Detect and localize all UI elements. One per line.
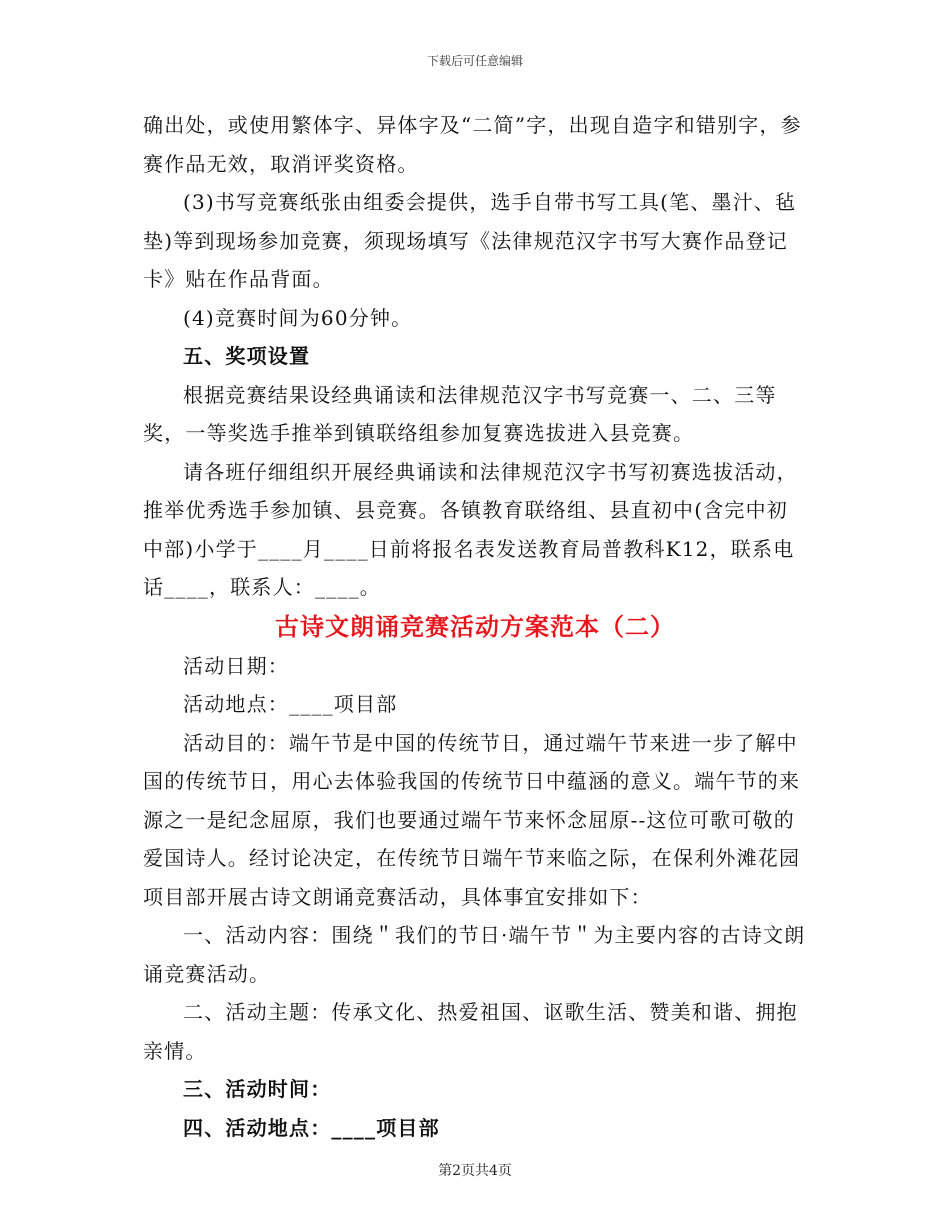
document-body <box>143 106 807 1147</box>
page-header: 下载后可任意编辑 <box>426 54 523 68</box>
document-title: 古诗文朗诵竞赛活动方案范本（二） <box>275 611 675 641</box>
paragraph-3: (4)竞赛时间为60分钟。 <box>183 305 413 330</box>
paragraph-location: 活动地点：____项目部 <box>183 692 398 716</box>
paragraph-content: 一、活动内容：围绕＂我们的节日·端午节＂为主要内容的古诗文朗诵竞赛活动。 <box>143 923 806 986</box>
paragraph-theme: 二、活动主题：传承文化、热爱祖国、讴歌生活、赞美和谐、拥抱亲情。 <box>143 1000 798 1063</box>
section-heading-time: 三、活动时间： <box>183 1077 332 1101</box>
paragraph-date: 活动日期： <box>183 653 289 678</box>
paragraph-1: 确出处，或使用繁体字、异体字及“二简”字，出现自造字和错别字，参赛作品无效，取消评奖资格。 <box>143 113 802 176</box>
paragraph-5: 请各班仔细组织开展经典诵读和法律规范汉字书写初赛选拔活动，推举优秀选手参加镇、县竞赛。各镇教育联络组、县直初中(含完中初中部)小学于____月____日前将报名表发送教育局普教科K12，联系电话____，联系人：____。 <box>143 459 798 599</box>
paragraph-purpose: 活动目的：端午节是中国的传统节日，通过端午节来进一步了解中国的传统节日，用心去体验我国的传统节日中蕴涵的意义。端午节的来源之一是纪念屈原，我们也要通过端午节来怀念屈原--这位可歌可敬的爱国诗人。经讨论决定，在传统节日端午节来临之际，在保利外滩花园项目部开展古诗文朗诵竞赛活动，具体事宜安排如下： <box>143 730 801 909</box>
paragraph-4: 根据竞赛结果设经典诵读和法律规范汉字书写竞赛一、二、三等奖，一等奖选手推举到镇联络组参加复赛选拔进入县竞赛。 <box>143 382 777 445</box>
page-footer: 第2页共4页 <box>438 1163 512 1179</box>
paragraph-2: (3)书写竞赛纸张由组委会提供，选手自带书写工具(笔、墨汁、毡垫)等到现场参加竞赛，须现场填写《法律规范汉字书写大赛作品登记卡》贴在作品背面。 <box>143 190 797 291</box>
section-heading-5: 五、奖项设置 <box>183 344 311 368</box>
section-heading-location: 四、活动地点：____项目部 <box>183 1115 440 1140</box>
